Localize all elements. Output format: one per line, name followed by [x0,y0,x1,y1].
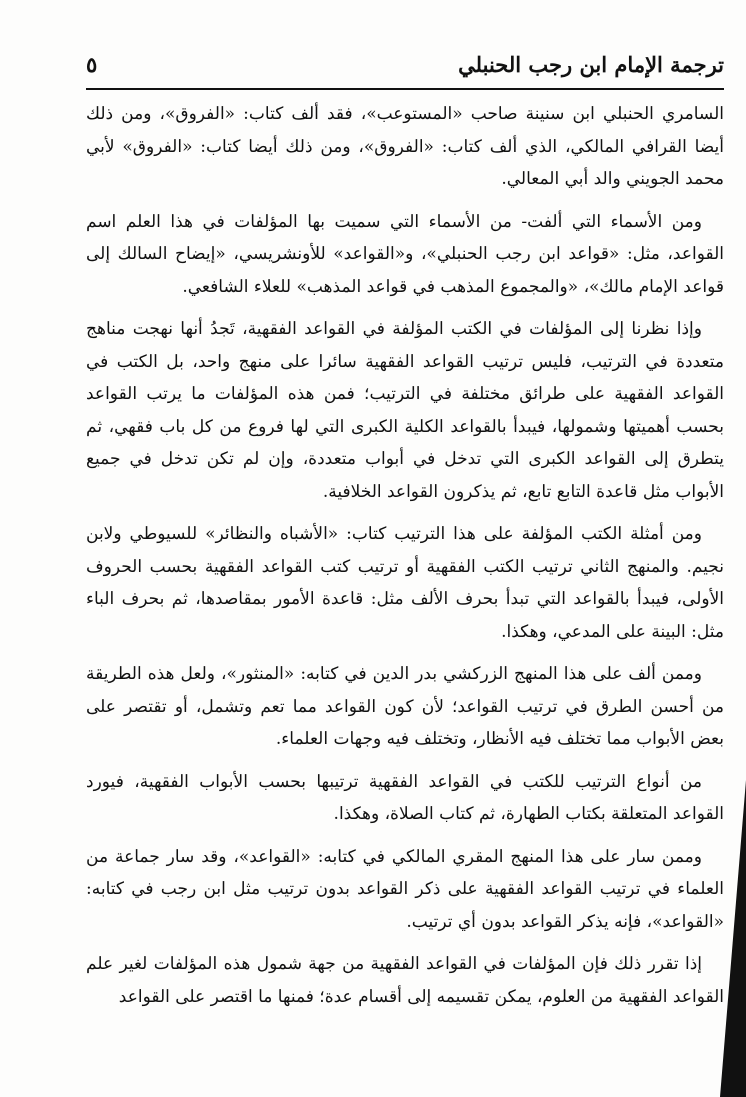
paragraph-3: وإذا نظرنا إلى المؤلفات في الكتب المؤلفة في القواعد الفقهية، تَجدُ أنها نهجت مناهج متعددة في الترتيب، فليس ترتيب القواعد الفقهية سائرا على منهج واحد، بل الكتب في القواعد الفقهية على طرائق مختلفة في الترتيب؛ فمن هذه المؤلفات ما يرتب القواعد بحسب أهميتها وشمولها، فيبدأ بالقواعد الكلية الكبرى التي لها فروع من كل باب فقهي، ثم يتطرق إلى القواعد الكبرى التي تدخل في أبواب متعددة، وإن لم تكن تدخل في جميع الأبواب مثل قاعدة التابع تابع، ثم يذكرون القواعد الخلافية. [86,319,724,502]
paragraph-5: وممن ألف على هذا المنهج الزركشي بدر الدين في كتابه: «المنثور»، ولعل هذه الطريقة من أحسن الطرق في ترتيب القواعد؛ لأن كون القواعد مما تعم وتشمل، أو تقتصر على بعض الأبواب مما تختلف فيه الأنظار، وتختلف فيه وجهات العلماء. [86,664,724,749]
page-number: ٥ [86,52,98,77]
body-text [86,98,724,1023]
running-header [86,46,724,90]
paragraph-2: ومن الأسماء التي ألفت- من الأسماء التي سميت بها المؤلفات في هذا العلم اسم القواعد، مثل: «قواعد ابن رجب الحنبلي»، و«القواعد» للأونشريسي، «إيضاح السالك إلى قواعد الإمام مالك»، «والمجموع المذهب في قواعد المذهب» للعلاء الشافعي. [86,211,724,297]
paragraph-7: وممن سار على هذا المنهج المقري المالكي في كتابه: «القواعد»، وقد سار جماعة من العلماء في ترتيب القواعد الفقهية على ذكر القواعد بدون ترتيب مثل ابن رجب في كتابه: «القواعد»، فإنه يذكر القواعد بدون أي ترتيب. [86,846,724,932]
header-title: ترجمة الإمام ابن رجب الحنبلي [458,52,724,77]
paragraph-6: من أنواع الترتيب للكتب في القواعد الفقهية ترتيبها بحسب الأبواب الفقهية، فيورد القواعد المتعلقة بكتاب الطهارة، ثم كتاب الصلاة، وهكذا. [86,771,724,824]
paragraph-1: السامري الحنبلي ابن سنينة صاحب «المستوعب»، فقد ألف كتاب: «الفروق»، ومن ذلك أيضا القرافي المالكي، الذي ألف كتاب: «الفروق»، ومن ذلك أيضا كتاب: «الفروق» لأبي محمد الجويني والد أبي المعالي. [86,104,724,189]
paragraph-4: ومن أمثلة الكتب المؤلفة على هذا الترتيب كتاب: «الأشباه والنظائر» للسيوطي ولابن نجيم. والمنهج الثاني ترتيب الكتب الفقهية أو ترتيب كتب القواعد الفقهية بحسب الحروف الأولى، فيبدأ بالقواعد التي تبدأ بحرف الألف مثل: قاعدة الأمور بمقاصدها، ثم بحرف الباء مثل: البينة على المدعي، وهكذا. [86,524,724,642]
page-edge-shadow [716,780,746,1097]
paragraph-8: إذا تقرر ذلك فإن المؤلفات في القواعد الفقهية من جهة شمول هذه المؤلفات لغير علم القواعد الفقهية من العلوم، يمكن تقسيمه إلى أقسام عدة؛ فمنها ما اقتصر على القواعد [86,954,724,1007]
